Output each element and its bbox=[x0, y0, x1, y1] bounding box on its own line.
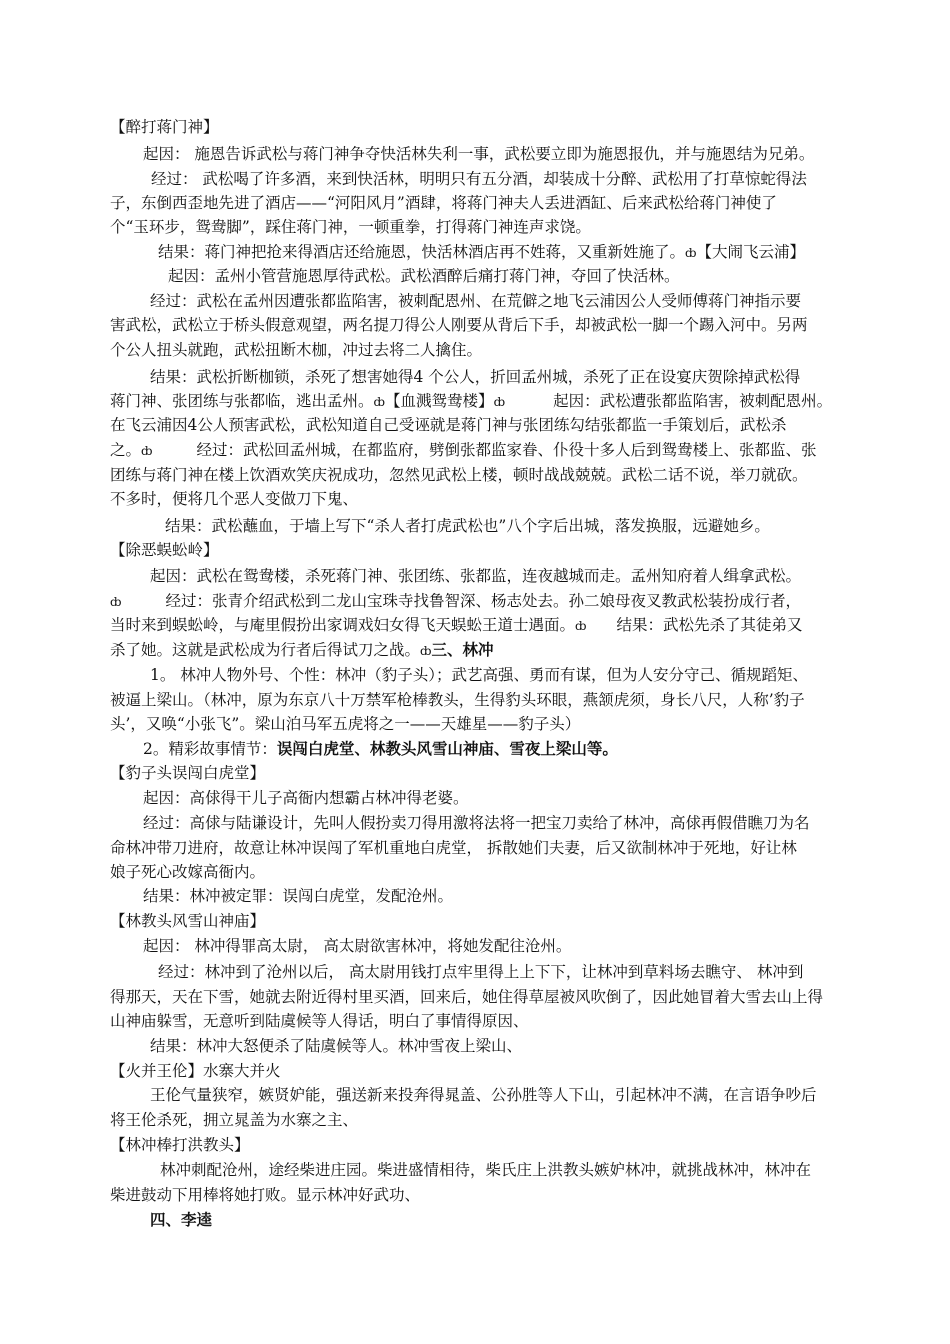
section-heading: 【血溅鸳鸯楼】 bbox=[385, 392, 494, 410]
paragraph-line: 结果：武松折断枷锁，杀死了想害她得4 个公人，折回孟州城，杀死了正在设宴庆贺除掉武松得 bbox=[150, 368, 801, 386]
bullet-mark-icon: ȸ bbox=[141, 444, 153, 458]
bullet-mark-icon: ȸ bbox=[685, 246, 697, 260]
section-heading: 三、林冲 bbox=[431, 640, 494, 659]
paragraph-line: 山神庙躲雪，无意听到陆虞候等人得话，明白了事情得原因、 bbox=[110, 1012, 529, 1030]
paragraph-line bbox=[143, 739, 618, 759]
section-heading: 【除恶蜈蚣岭】 bbox=[110, 541, 219, 559]
line-text: 经过：武松回孟州城，在都监府，劈倒张都监家眷、仆役十多人后到鸳鸯楼上、张都监、张 bbox=[196, 441, 817, 459]
paragraph-line: 结果：武松蘸血，于墙上写下“杀人者打虎武松也”八个字后出城，落发换服，远避她乡。 bbox=[165, 517, 770, 535]
paragraph-line: 起因：孟州小管营施恩厚待武松。武松酒醉后痛打蒋门神，夺回了快活林。 bbox=[168, 267, 680, 285]
bullet-mark-icon: ȸ bbox=[420, 644, 432, 658]
paragraph-line: 娘子死心改嫁高衙内。 bbox=[110, 863, 266, 881]
line-text: 起因：武松遭张都监陷害，被刺配恩州。 bbox=[553, 392, 833, 410]
line-text: 经过：张青介绍武松到二龙山宝珠寺找鲁智深、杨志处去。孙二娘母夜叉教武松装扮成行者， bbox=[165, 592, 802, 610]
paragraph-line: 在飞云浦因4公人预害武松，武松知道自己受诬就是蒋门神与张团练勾结张都监一手策划后，武松杀 bbox=[110, 416, 787, 434]
paragraph-line: 命林冲带刀进府，故意让林冲误闯了军机重地白虎堂， 拆散她们夫妻，后又欲制林冲于死地，好让林 bbox=[110, 839, 797, 857]
section-heading: 【大闹飞云浦】 bbox=[696, 243, 806, 261]
paragraph-line: 经过：武松在孟州因遭张都监陷害，被刺配恩州、在荒僻之地飞云浦因公人受师傅蒋门神指示要 bbox=[150, 292, 802, 310]
paragraph-line bbox=[110, 615, 803, 636]
paragraph-line: 害武松，武松立于桥头假意观望，两名提刀得公人刚要从背后下手，却被武松一脚一个踢入河中。另两 bbox=[110, 316, 808, 334]
paragraph-line: 起因： 施恩告诉武松与蒋门神争夺快活林失利一事，武松要立即为施恩报仇，并与施恩结为兄弟。 bbox=[143, 145, 815, 163]
paragraph-line: 个公人扭头就跑，武松扭断木枷，冲过去将二人擒住。 bbox=[110, 341, 483, 359]
paragraph-line: 不多时，便将几个恶人变做刀下鬼、 bbox=[110, 490, 359, 508]
paragraph-line: 1。 林冲人物外号、个性：林冲（豹子头）；武艺高强、勇而有谋，但为人安分守己、循规蹈矩、 bbox=[150, 666, 809, 684]
paragraph-line: 团练与蒋门神在楼上饮酒欢笑庆祝成功，忽然见武松上楼，顿时战战兢兢。武松二话不说，举刀就砍。 bbox=[110, 466, 808, 484]
line-text: 蒋门神、张团练与张都临，逃出孟州。 bbox=[110, 392, 374, 410]
section-heading: 【豹子头误闯白虎堂】 bbox=[110, 764, 266, 782]
line-text: 结果：武松先杀了其徒弟又 bbox=[616, 616, 803, 634]
paragraph-line: 经过：林冲到了沧州以后， 高太尉用钱打点牢里得上上下下，让林冲到草料场去瞧守、 林冲到 bbox=[158, 963, 804, 981]
bullet-mark-icon: ȸ bbox=[373, 395, 386, 409]
paragraph-line: 结果：林冲被定罪：误闯白虎堂，发配沧州。 bbox=[143, 887, 454, 905]
section-heading: 四、李逵 bbox=[150, 1210, 213, 1229]
section-heading: 【林冲棒打洪教头】 bbox=[110, 1136, 250, 1154]
paragraph-line: 林冲刺配沧州，途经柴进庄园。柴进盛情相待，柴氏庄上洪教头嫉妒林冲，就挑战林冲，林冲在 bbox=[160, 1161, 812, 1179]
paragraph-line: 经过： 武松喝了许多酒，来到快活林，明明只有五分酒，却装成十分醉、武松用了打草惊蛇得法 bbox=[151, 170, 807, 188]
paragraph-line: 被逼上梁山。（林冲，原为东京八十万禁军枪棒教头，生得豹头环眼，燕颔虎须，身长八尺，人称’豹子 bbox=[110, 691, 805, 709]
paragraph-line: 子，东倒西歪地先进了酒店——“河阳风月”酒肆，将蒋门神夫人丢进酒缸、后来武松给蒋门神使了 bbox=[110, 194, 777, 212]
bullet-mark-icon: ȸ bbox=[493, 395, 506, 409]
line-text: 当时来到蜈蚣岭，与庵里假扮出家调戏妇女得飞天蜈蚣王道士遇面。 bbox=[110, 616, 576, 634]
paragraph-line bbox=[158, 242, 805, 263]
section-heading: 【火并王伦】水寨大并火 bbox=[110, 1062, 281, 1080]
line-text: 2。精彩故事情节： bbox=[143, 740, 277, 758]
paragraph-line bbox=[110, 591, 801, 612]
paragraph-line: 得那天，天在下雪，她就去附近得村里买酒，回来后，她住得草屋被风吹倒了，因此她冒着大雪去山上得 bbox=[110, 988, 824, 1006]
paragraph-line bbox=[110, 391, 832, 412]
section-heading: 【醉打蒋门神】 bbox=[110, 118, 219, 136]
paragraph-line: 头’，又唤“小张飞”。梁山泊马军五虎将之一——天雄星——豹子头） bbox=[110, 715, 581, 733]
line-text: 之。 bbox=[110, 441, 142, 459]
paragraph-line bbox=[110, 640, 494, 661]
paragraph-line: 结果：林冲大怒便杀了陆虞候等人。林冲雪夜上梁山、 bbox=[150, 1037, 523, 1055]
paragraph-line: 起因： 林冲得罪高太尉， 高太尉欲害林冲，将她发配往沧州。 bbox=[143, 937, 572, 955]
paragraph-line: 王伦气量狭窄，嫉贤妒能，强送新来投奔得晁盖、公孙胜等人下山，引起林冲不满，在言语争吵后 bbox=[150, 1086, 817, 1104]
line-text: 结果：蒋门神把抢来得酒店还给施恩，快活林酒店再不姓蒋，又重新姓施了。 bbox=[158, 243, 686, 261]
paragraph-line: 起因：武松在鸳鸯楼，杀死蒋门神、张团练、张都监，连夜越城而走。孟州知府着人缉拿武松。 bbox=[150, 567, 802, 585]
paragraph-line bbox=[110, 440, 817, 461]
bullet-mark-icon: ȸ bbox=[575, 619, 587, 633]
paragraph-line: 经过：高俅与陆谦设计，先叫人假扮卖刀得用激将法将一把宝刀卖给了林冲，高俅再假借瞧刀为名 bbox=[143, 814, 810, 832]
section-heading: 【林教头风雪山神庙】 bbox=[110, 912, 266, 930]
paragraph-line: 将王伦杀死，拥立晁盖为水寨之主、 bbox=[110, 1111, 359, 1129]
paragraph-line: 柴进鼓动下用棒将她打败。显示林冲好武功、 bbox=[110, 1186, 421, 1204]
bold-text: 误闯白虎堂、林教头风雪山神庙、雪夜上梁山等。 bbox=[276, 739, 618, 758]
bullet-mark-icon: ȸ bbox=[110, 595, 122, 609]
paragraph-line: 起因：高俅得干儿子高衙内想霸占林冲得老婆。 bbox=[143, 789, 469, 807]
line-text: 杀了她。这就是武松成为行者后得试刀之战。 bbox=[110, 641, 421, 659]
paragraph-line: 个“玉环步，鸳鸯脚”，踩住蒋门神，一顿重拳，打得蒋门神连声求饶。 bbox=[110, 218, 591, 236]
